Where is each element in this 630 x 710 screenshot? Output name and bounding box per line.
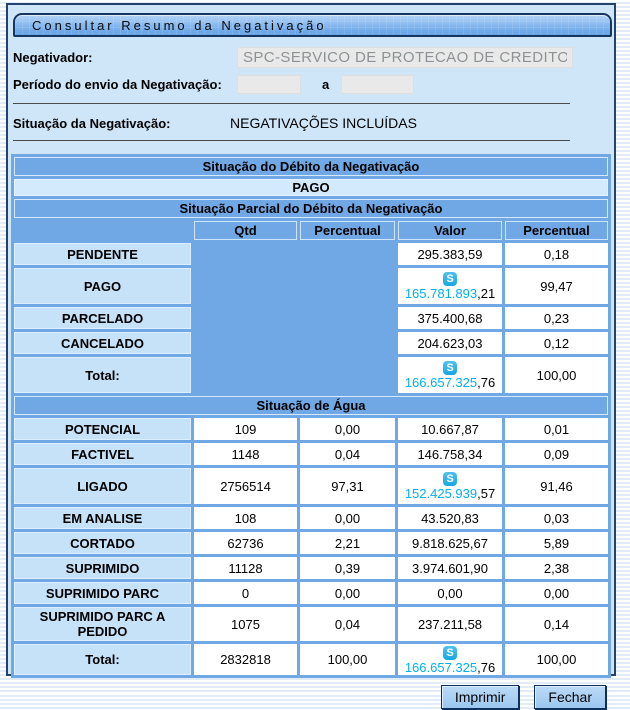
skype-icon[interactable]: S (443, 361, 457, 375)
periodo-conjunction: a (322, 77, 330, 92)
skype-number-link[interactable]: 152.425.939 (404, 486, 478, 502)
cell-pct-valor: 0,14 (505, 607, 608, 641)
agua-section-header-row (14, 396, 608, 415)
cell-pct-qtd: 0,04 (300, 607, 395, 641)
periodo-ate-input[interactable] (341, 75, 414, 94)
table-row-suprimido-parc-a-pedido: SUPRIMIDO PARC A PEDIDO 1075 0,04 237.211,58 0,14 (14, 607, 608, 641)
cell-pct-qtd: 0,00 (300, 418, 395, 440)
skype-number-link[interactable]: 166.657.325 (404, 375, 478, 391)
cell-valor: 43.520,83 (398, 507, 502, 529)
table-row-pago: PAGO S 165.781.893,21 99,47 (14, 268, 608, 304)
cell-qtd: 1148 (194, 443, 297, 465)
consulta-window (6, 3, 616, 705)
cell-qtd: 2832818 (194, 644, 297, 675)
table-row-cortado: CORTADO 62736 2,21 9.818.625,67 5,89 (14, 532, 608, 554)
periodo-label: Período do envio da Negativação: (13, 77, 222, 92)
cell-pct-qtd: 97,31 (300, 468, 395, 504)
cell-qtd: 11128 (194, 557, 297, 579)
negativador-input[interactable] (237, 47, 573, 68)
cell-valor: 3.974.601,90 (398, 557, 502, 579)
valor-cents: ,21 (477, 286, 496, 302)
cell-percentual: 100,00 (505, 357, 608, 393)
separator-bottom (13, 140, 570, 141)
agua-section-header: Situação de Água (14, 396, 608, 415)
cell-percentual: 0,23 (505, 307, 608, 329)
separator-top (13, 103, 570, 104)
cell-valor: 295.383,59 (398, 243, 502, 265)
valor-cents: ,76 (477, 659, 496, 675)
cell-pct-valor: 100,00 (505, 644, 608, 675)
cell-pct-valor: 2,38 (505, 557, 608, 579)
cell-qtd: 0 (194, 582, 297, 604)
cell-pct-qtd: 0,00 (300, 507, 395, 529)
imprimir-button[interactable]: Imprimir (441, 685, 520, 709)
table-row-pendente: PENDENTE 295.383,59 0,18 (14, 243, 608, 265)
negativador-label: Negativador: (13, 50, 93, 65)
skype-number-link[interactable]: 165.781.893 (404, 286, 478, 302)
page-title: Consultar Resumo da Negativação (32, 17, 327, 33)
cell-pct-qtd: 2,21 (300, 532, 395, 554)
window-title-bar (13, 13, 612, 37)
cell-pct-valor: 0,01 (505, 418, 608, 440)
cell-pct-valor: 0,00 (505, 582, 608, 604)
table-row-ligado: LIGADO 2756514 97,31 S 152.425.939,57 91,46 (14, 468, 608, 504)
col-header-valor: Valor (398, 221, 502, 240)
cell-percentual: 99,47 (505, 268, 608, 304)
table-row-total-agua: Total: 2832818 100,00 S 166.657.325,76 100,00 (14, 644, 608, 675)
table-row-factivel: FACTIVEL 1148 0,04 146.758,34 0,09 (14, 443, 608, 465)
cell-percentual: 0,12 (505, 332, 608, 354)
fechar-button[interactable]: Fechar (534, 685, 606, 709)
cell-pct-valor: 5,89 (505, 532, 608, 554)
skype-icon[interactable]: S (443, 646, 457, 660)
column-header-row (14, 221, 608, 240)
table-row-parcelado: PARCELADO 375.400,68 0,23 (14, 307, 608, 329)
situacao-value: NEGATIVAÇÕES INCLUÍDAS (230, 115, 417, 131)
periodo-de-input[interactable] (237, 75, 301, 94)
cell-valor (398, 644, 502, 675)
button-bar (8, 684, 606, 710)
table-row-potencial: POTENCIAL 109 0,00 10.667,87 0,01 (14, 418, 608, 440)
valor-cents: ,57 (477, 486, 496, 502)
cell-percentual: 0,18 (505, 243, 608, 265)
parcial-section-header-row (14, 199, 608, 218)
table-row-cancelado: CANCELADO 204.623,03 0,12 (14, 332, 608, 354)
debito-section-header: Situação do Débito da Negativação (14, 157, 608, 176)
cell-valor: 204.623,03 (398, 332, 502, 354)
col-header-percentual2: Percentual (505, 221, 608, 240)
cell-valor: 237.211,58 (398, 607, 502, 641)
cell-pct-qtd: 100,00 (300, 644, 395, 675)
table-row-total-debito: Total: S 166.657.325,76 100,00 (14, 357, 608, 393)
situacao-row (13, 115, 614, 131)
resumo-table (11, 154, 611, 678)
valor-cents: ,76 (477, 375, 496, 391)
cell-valor: 0,00 (398, 582, 502, 604)
cell-valor: 375.400,68 (398, 307, 502, 329)
skype-icon[interactable]: S (443, 272, 457, 286)
table-row-suprimido-parc: SUPRIMIDO PARC 0 0,00 0,00 0,00 (14, 582, 608, 604)
col-header-percentual1: Percentual (300, 221, 395, 240)
col-header-qtd: Qtd (194, 221, 297, 240)
cell-qtd: 62736 (194, 532, 297, 554)
periodo-row (13, 75, 614, 94)
cell-pct-qtd: 0,04 (300, 443, 395, 465)
cell-pct-valor: 91,46 (505, 468, 608, 504)
table-row-em-analise: EM ANALISE 108 0,00 43.520,83 0,03 (14, 507, 608, 529)
cell-qtd: 1075 (194, 607, 297, 641)
cell-valor (398, 268, 502, 304)
cell-qtd: 2756514 (194, 468, 297, 504)
skype-number-link[interactable]: 166.657.325 (404, 659, 478, 675)
negativador-row (13, 47, 614, 68)
cell-qtd: 108 (194, 507, 297, 529)
cell-qtd: 109 (194, 418, 297, 440)
debito-status: PAGO (14, 179, 608, 196)
debito-status-row (14, 179, 608, 196)
situacao-label: Situação da Negativação: (13, 115, 171, 131)
cell-pct-qtd: 0,39 (300, 557, 395, 579)
parcial-section-header: Situação Parcial do Débito da Negativação (14, 199, 608, 218)
cell-valor: 9.818.625,67 (398, 532, 502, 554)
cell-valor (398, 357, 502, 393)
cell-pct-valor: 0,09 (505, 443, 608, 465)
cell-pct-valor: 0,03 (505, 507, 608, 529)
cell-valor (398, 468, 502, 504)
cell-valor: 146.758,34 (398, 443, 502, 465)
debito-section-header-row (14, 157, 608, 176)
skype-icon[interactable]: S (443, 472, 457, 486)
cell-pct-qtd: 0,00 (300, 582, 395, 604)
table-row-suprimido: SUPRIMIDO 11128 0,39 3.974.601,90 2,38 (14, 557, 608, 579)
cell-valor: 10.667,87 (398, 418, 502, 440)
